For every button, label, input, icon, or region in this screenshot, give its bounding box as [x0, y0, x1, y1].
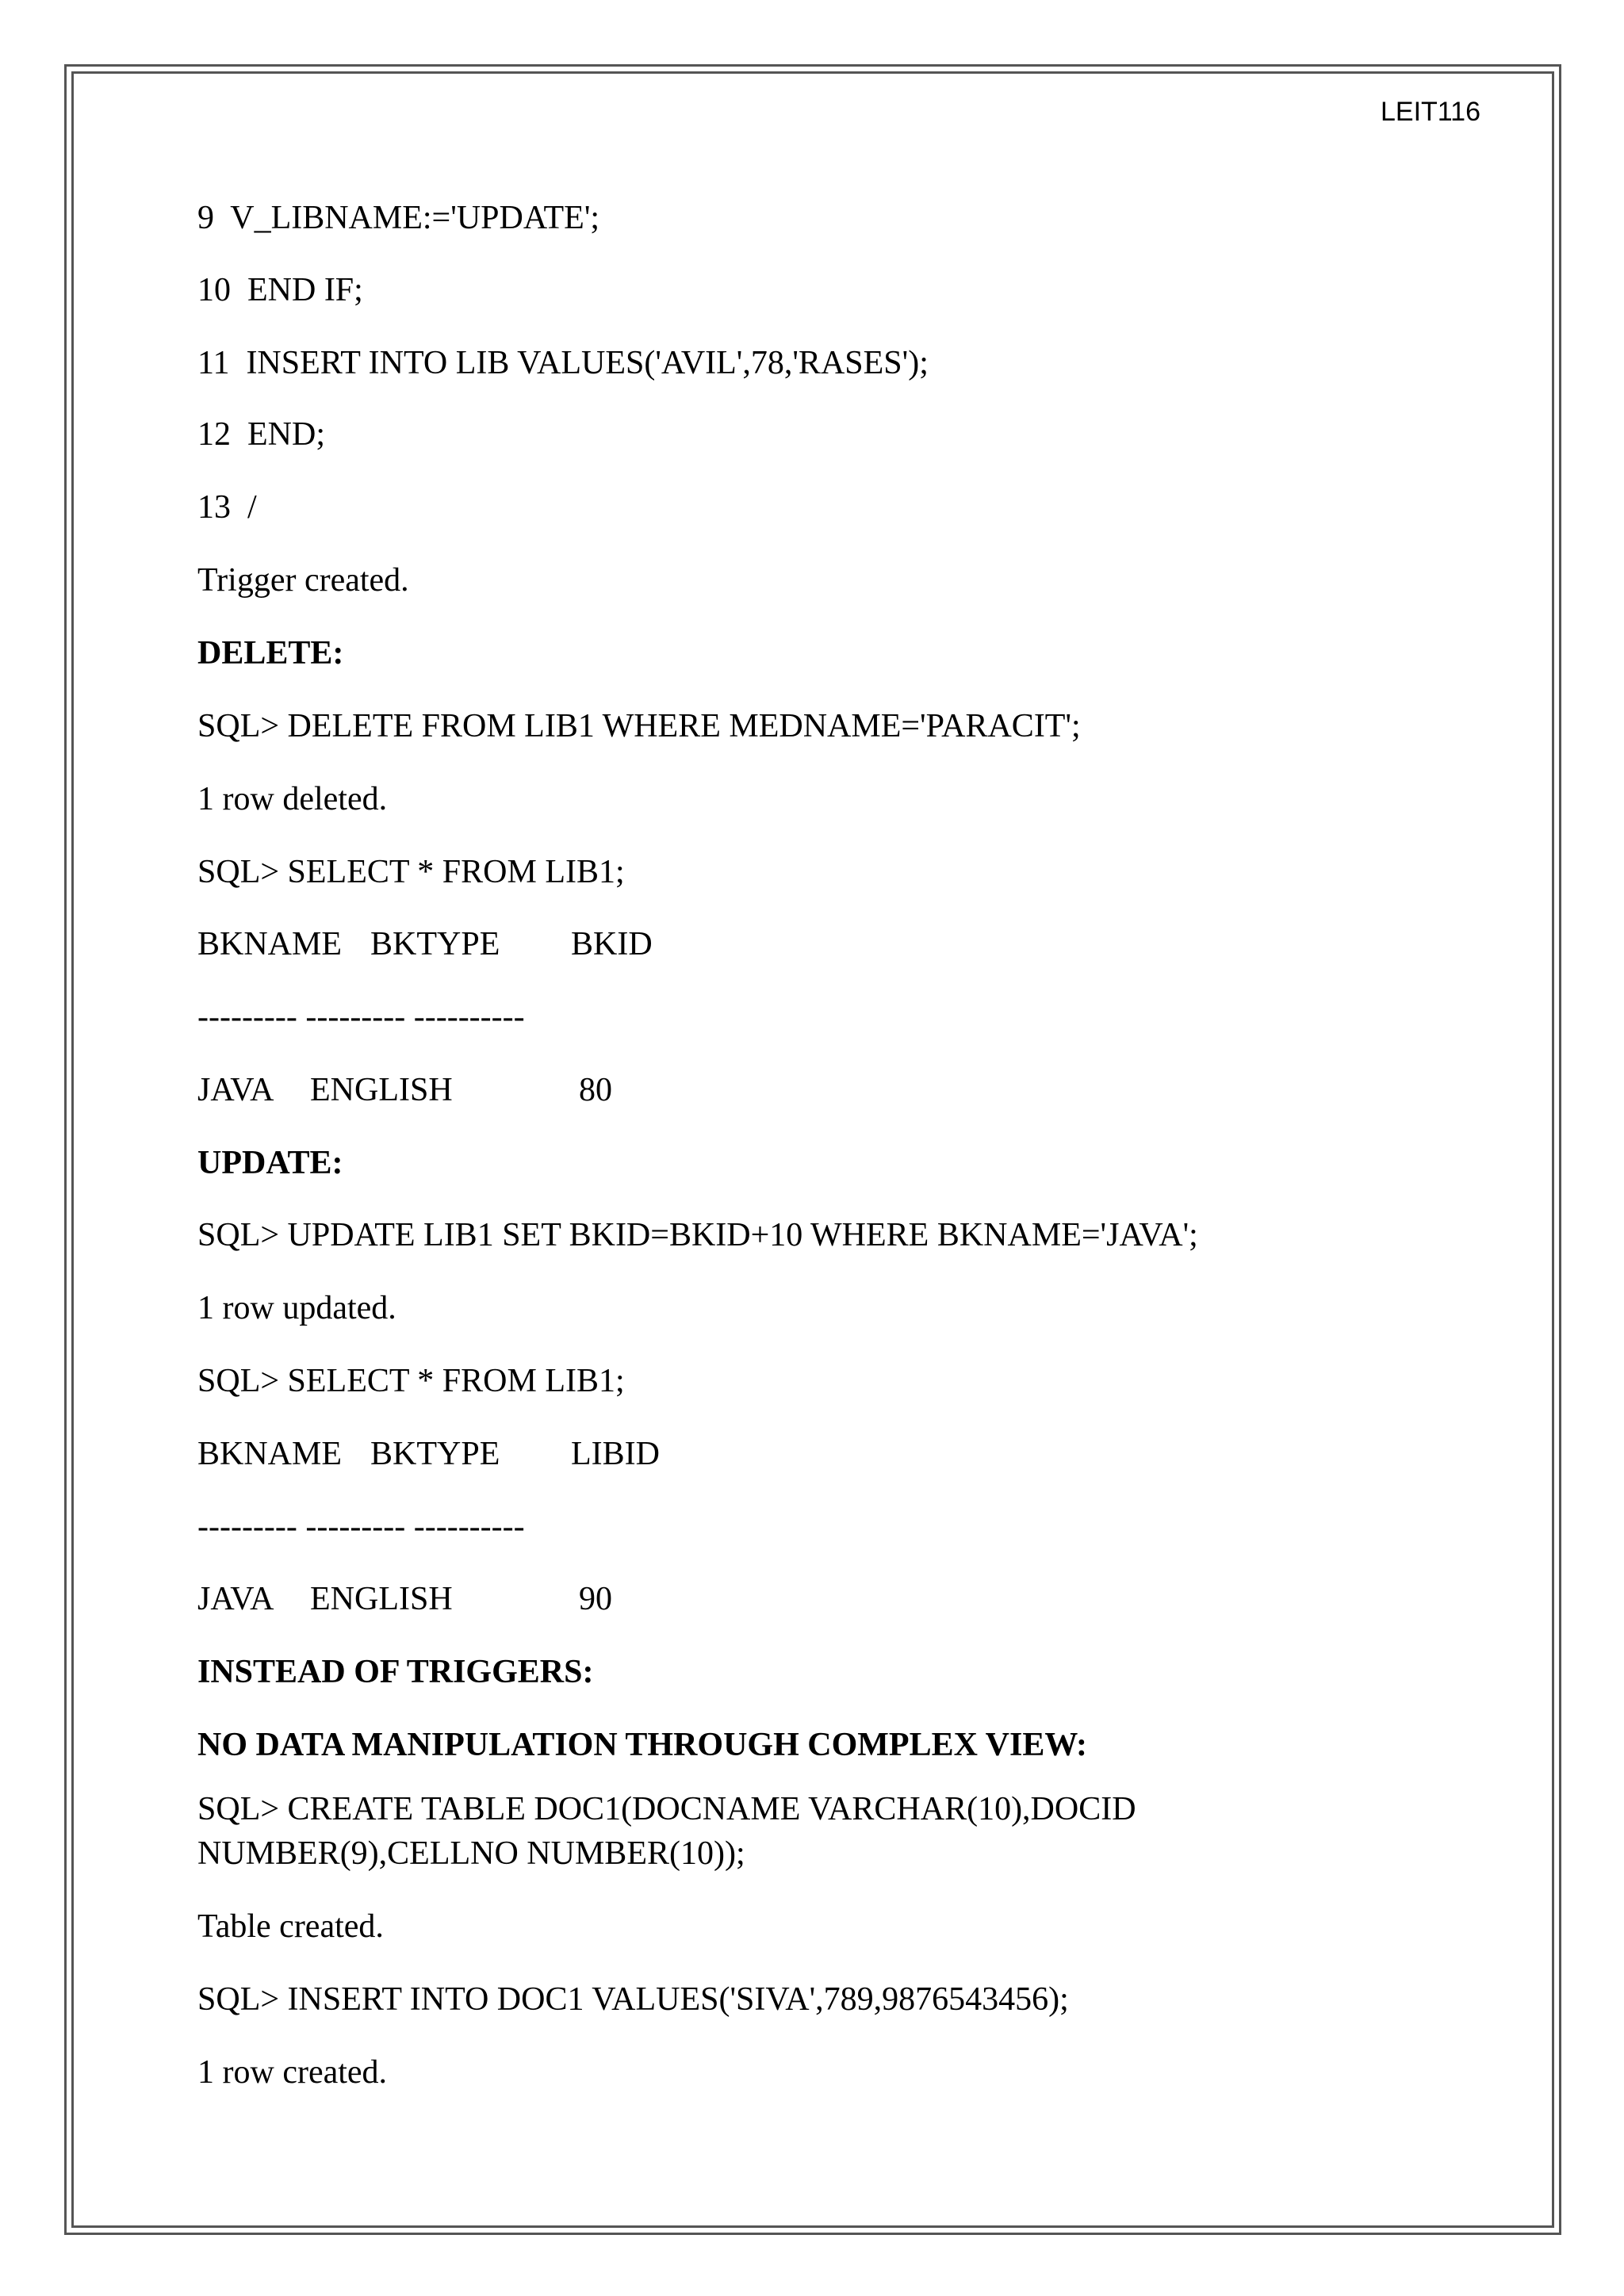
table1-header-row [197, 922, 911, 966]
code-line-12: 12 END; [197, 416, 325, 453]
table1-row [197, 1068, 911, 1112]
update-sql: SQL> UPDATE LIB1 SET BKID=BKID+10 WHERE BKNAME='JAVA'; [197, 1217, 1198, 1253]
row-deleted-message: 1 row deleted. [197, 781, 388, 817]
create-table-sql-line1: SQL> CREATE TABLE DOC1(DOCNAME VARCHAR(10),DOCID [197, 1791, 1136, 1827]
table2-cell-bkname: JAVA [197, 1581, 274, 1617]
row-created-message: 1 row created. [197, 2054, 388, 2091]
table1-separator: --------- --------- ---------- [197, 999, 525, 1035]
code-line-10: 10 END IF; [197, 272, 363, 308]
trigger-created-message: Trigger created. [197, 562, 409, 599]
code-line-11: 11 INSERT INTO LIB VALUES('AVIL',78,'RASES'); [197, 345, 929, 381]
table2-header-bktype: BKTYPE [370, 1436, 500, 1472]
select-sql-2: SQL> SELECT * FROM LIB1; [197, 1363, 625, 1399]
table2-header-libid: LIBID [571, 1436, 660, 1472]
table1-header-bkname: BKNAME [197, 926, 343, 962]
table2-cell-libid: 90 [579, 1581, 612, 1617]
row-updated-message: 1 row updated. [197, 1290, 396, 1326]
table2-cell-bktype: ENGLISH [310, 1581, 453, 1617]
table2-separator: --------- --------- ---------- [197, 1509, 525, 1545]
insert-sql: SQL> INSERT INTO DOC1 VALUES('SIVA',789,9876543456); [197, 1981, 1069, 2018]
update-heading: UPDATE: [197, 1145, 343, 1181]
delete-sql: SQL> DELETE FROM LIB1 WHERE MEDNAME='PARACIT'; [197, 708, 1081, 744]
table1-cell-bktype: ENGLISH [310, 1072, 453, 1108]
table1-header-bktype: BKTYPE [370, 926, 500, 962]
header-code: LEIT116 [1380, 97, 1480, 127]
select-sql-1: SQL> SELECT * FROM LIB1; [197, 854, 625, 890]
instead-of-triggers-heading: INSTEAD OF TRIGGERS: [197, 1654, 594, 1690]
code-line-13: 13 / [197, 489, 257, 526]
no-dml-complex-view-heading: NO DATA MANIPULATION THROUGH COMPLEX VIEW: [197, 1727, 1088, 1763]
code-line-9: 9 V_LIBNAME:='UPDATE'; [197, 200, 600, 236]
table2-header-row [197, 1432, 911, 1476]
table1-cell-bkid: 80 [579, 1072, 612, 1108]
table1-cell-bkname: JAVA [197, 1072, 274, 1108]
create-table-sql-line2: NUMBER(9),CELLNO NUMBER(10)); [197, 1835, 745, 1872]
table2-header-bkname: BKNAME [197, 1436, 343, 1472]
table-created-message: Table created. [197, 1908, 384, 1945]
table1-header-bkid: BKID [571, 926, 653, 962]
table2-row [197, 1577, 911, 1621]
delete-heading: DELETE: [197, 635, 344, 672]
